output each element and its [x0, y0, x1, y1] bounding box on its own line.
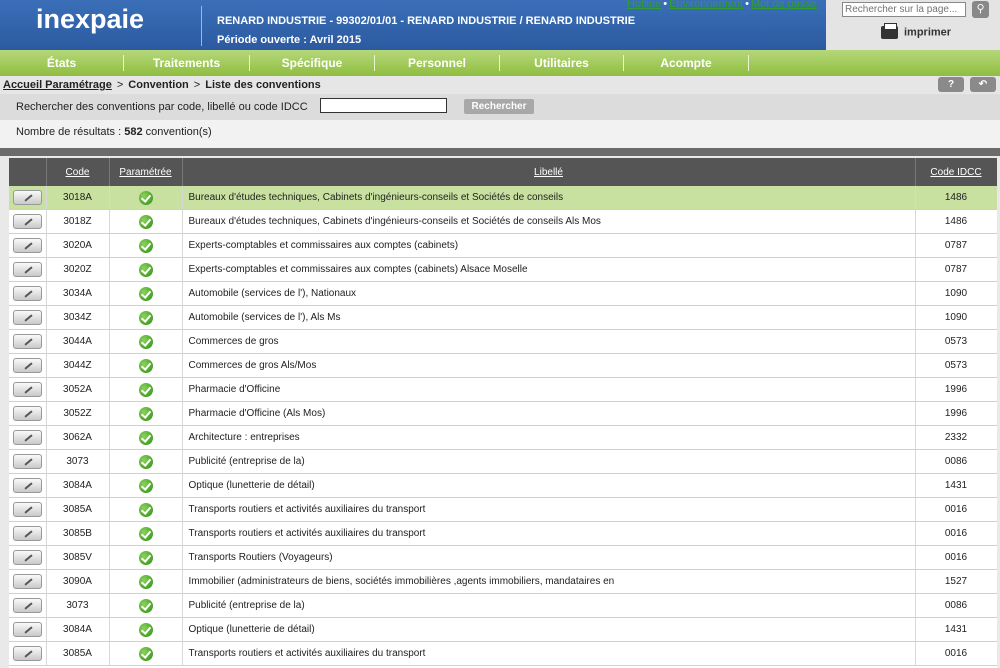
- edit-cell: [9, 186, 46, 210]
- check-icon: [139, 623, 153, 637]
- libelle-cell: Publicité (entreprise de la): [182, 594, 915, 618]
- breadcrumb-bar: [0, 76, 1000, 94]
- param-cell: [109, 570, 182, 594]
- code-cell: 3085V: [46, 546, 109, 570]
- menu-acompte[interactable]: Acompte: [660, 56, 712, 70]
- check-icon: [139, 575, 153, 589]
- results-label: Nombre de résultats :: [16, 126, 122, 138]
- idcc-cell: 1431: [915, 618, 997, 642]
- libelle-cell: Pharmacie d'Officine: [182, 378, 915, 402]
- idcc-cell: 0016: [915, 498, 997, 522]
- table-row[interactable]: [9, 450, 997, 474]
- convention-table-container: [9, 158, 997, 668]
- check-icon: [139, 647, 153, 661]
- check-icon: [139, 191, 153, 205]
- edit-cell: [9, 330, 46, 354]
- idcc-cell: 0016: [915, 642, 997, 666]
- table-row[interactable]: [9, 378, 997, 402]
- company-title: RENARD INDUSTRIE - 99302/01/01 - RENARD INDUSTRIE / RENARD INDUSTRIE: [217, 15, 636, 27]
- libelle-cell: Bureaux d'études techniques, Cabinets d'ingénieurs-conseils et Sociétés de conseils: [182, 186, 915, 210]
- code-cell: 3062A: [46, 426, 109, 450]
- edit-pencil-icon[interactable]: [13, 238, 42, 253]
- code-cell: 3084A: [46, 474, 109, 498]
- idcc-cell: 1486: [915, 210, 997, 234]
- results-number: 582: [124, 126, 143, 138]
- table-row[interactable]: [9, 234, 997, 258]
- check-icon: [139, 551, 153, 565]
- menu-separator: [748, 55, 749, 71]
- edit-pencil-icon[interactable]: [13, 502, 42, 517]
- table-row[interactable]: [9, 570, 997, 594]
- check-icon: [139, 359, 153, 373]
- param-cell: [109, 258, 182, 282]
- idcc-cell: 1431: [915, 474, 997, 498]
- check-icon: [139, 215, 153, 229]
- col-code-header[interactable]: Code: [46, 158, 109, 186]
- edit-cell: [9, 546, 46, 570]
- param-cell: [109, 306, 182, 330]
- table-header-row: [9, 158, 997, 186]
- idcc-cell: 1527: [915, 570, 997, 594]
- table-row[interactable]: [9, 354, 997, 378]
- param-cell: [109, 234, 182, 258]
- table-row[interactable]: [9, 330, 997, 354]
- table-body: [9, 186, 997, 666]
- menu-personnel[interactable]: Personnel: [407, 56, 467, 70]
- edit-pencil-icon[interactable]: [13, 358, 42, 373]
- code-cell: 3018Z: [46, 210, 109, 234]
- main-menu: [0, 50, 1000, 76]
- hotline-link[interactable]: Hotline: [627, 0, 662, 10]
- help-button[interactable]: ?: [938, 77, 964, 92]
- edit-pencil-icon[interactable]: [13, 598, 42, 613]
- col-param-header[interactable]: Paramétrée: [109, 158, 182, 186]
- search-icon[interactable]: ⚲: [972, 1, 989, 18]
- libelle-cell: Automobile (services de l'), Als Ms: [182, 306, 915, 330]
- results-unit: convention(s): [145, 126, 212, 138]
- edit-pencil-icon[interactable]: [13, 214, 42, 229]
- code-cell: 3020Z: [46, 258, 109, 282]
- edit-cell: [9, 306, 46, 330]
- code-cell: 3085A: [46, 498, 109, 522]
- param-cell: [109, 474, 182, 498]
- param-cell: [109, 282, 182, 306]
- breadcrumb-separator: >: [193, 79, 201, 91]
- results-bar: [0, 120, 1000, 148]
- idcc-cell: 0086: [915, 594, 997, 618]
- idcc-cell: 1996: [915, 402, 997, 426]
- libelle-cell: Transports routiers et activités auxiliaires du transport: [182, 642, 915, 666]
- libelle-cell: Immobilier (administrateurs de biens, sociétés immobilières ,agents immobiliers, mandataires en: [182, 570, 915, 594]
- param-cell: [109, 522, 182, 546]
- edit-cell: [9, 594, 46, 618]
- code-cell: 3073: [46, 594, 109, 618]
- edit-pencil-icon[interactable]: [13, 478, 42, 493]
- breadcrumb-current: Liste des conventions: [205, 79, 321, 91]
- password-link[interactable]: Mot de passe: [750, 0, 818, 10]
- code-cell: 3085B: [46, 522, 109, 546]
- libelle-cell: Experts-comptables et commissaires aux comptes (cabinets) Alsace Moselle: [182, 258, 915, 282]
- menu-traitements[interactable]: Traitements: [152, 56, 221, 70]
- printer-icon: [881, 26, 898, 39]
- code-cell: 3044Z: [46, 354, 109, 378]
- idcc-cell: 0016: [915, 546, 997, 570]
- col-libelle-header[interactable]: Libellé: [182, 158, 915, 186]
- libelle-cell: Commerces de gros: [182, 330, 915, 354]
- edit-cell: [9, 234, 46, 258]
- edit-cell: [9, 618, 46, 642]
- code-cell: 3044A: [46, 330, 109, 354]
- edit-pencil-icon[interactable]: [13, 286, 42, 301]
- param-cell: [109, 186, 182, 210]
- check-icon: [139, 239, 153, 253]
- check-icon: [139, 383, 153, 397]
- table-row[interactable]: [9, 618, 997, 642]
- check-icon: [139, 503, 153, 517]
- table-row[interactable]: [9, 522, 997, 546]
- param-cell: [109, 354, 182, 378]
- idcc-cell: 0787: [915, 258, 997, 282]
- edit-cell: [9, 570, 46, 594]
- idcc-cell: 0573: [915, 354, 997, 378]
- environment-link[interactable]: Environnement: [669, 0, 744, 10]
- top-links: [627, 0, 817, 10]
- menu-specifique[interactable]: Spécifique: [281, 56, 343, 70]
- code-cell: 3018A: [46, 186, 109, 210]
- idcc-cell: 0016: [915, 522, 997, 546]
- libelle-cell: Automobile (services de l'), Nationaux: [182, 282, 915, 306]
- edit-cell: [9, 210, 46, 234]
- code-cell: 3073: [46, 450, 109, 474]
- menu-etats[interactable]: États: [46, 56, 77, 70]
- check-icon: [139, 311, 153, 325]
- edit-cell: [9, 354, 46, 378]
- edit-pencil-icon[interactable]: [13, 454, 42, 469]
- code-cell: 3085A: [46, 642, 109, 666]
- libelle-cell: Bureaux d'études techniques, Cabinets d'ingénieurs-conseils et Sociétés de conseils Als Mos: [182, 210, 915, 234]
- param-cell: [109, 210, 182, 234]
- convention-search-input[interactable]: [320, 98, 447, 113]
- libelle-cell: Transports routiers et activités auxiliaires du transport: [182, 498, 915, 522]
- edit-pencil-icon[interactable]: [13, 310, 42, 325]
- edit-pencil-icon[interactable]: [13, 190, 42, 205]
- edit-pencil-icon[interactable]: [13, 574, 42, 589]
- search-button[interactable]: Rechercher: [464, 99, 534, 114]
- open-period: Période ouverte : Avril 2015: [217, 34, 362, 46]
- results-count: [16, 126, 212, 138]
- edit-pencil-icon[interactable]: [13, 262, 42, 277]
- param-cell: [109, 450, 182, 474]
- table-row[interactable]: [9, 498, 997, 522]
- libelle-cell: Transports routiers et activités auxiliaires du transport: [182, 522, 915, 546]
- idcc-cell: 1486: [915, 186, 997, 210]
- search-label: Rechercher des conventions par code, libellé ou code IDCC: [16, 101, 308, 113]
- edit-cell: [9, 426, 46, 450]
- back-button[interactable]: ↶: [970, 77, 996, 92]
- param-cell: [109, 594, 182, 618]
- table-row[interactable]: [9, 642, 997, 666]
- print-button[interactable]: [881, 26, 951, 39]
- table-row[interactable]: [9, 258, 997, 282]
- edit-cell: [9, 258, 46, 282]
- edit-pencil-icon[interactable]: [13, 430, 42, 445]
- check-icon: [139, 287, 153, 301]
- idcc-cell: 1996: [915, 378, 997, 402]
- libelle-cell: Optique (lunetterie de détail): [182, 474, 915, 498]
- check-icon: [139, 407, 153, 421]
- edit-cell: [9, 450, 46, 474]
- table-row[interactable]: [9, 282, 997, 306]
- param-cell: [109, 378, 182, 402]
- idcc-cell: 1090: [915, 306, 997, 330]
- libelle-cell: Publicité (entreprise de la): [182, 450, 915, 474]
- link-separator: •: [663, 0, 668, 10]
- code-cell: 3034Z: [46, 306, 109, 330]
- table-row[interactable]: [9, 426, 997, 450]
- libelle-cell: Experts-comptables et commissaires aux comptes (cabinets): [182, 234, 915, 258]
- edit-cell: [9, 522, 46, 546]
- edit-pencil-icon[interactable]: [13, 526, 42, 541]
- check-icon: [139, 431, 153, 445]
- param-cell: [109, 498, 182, 522]
- convention-table: [9, 158, 997, 666]
- check-icon: [139, 455, 153, 469]
- idcc-cell: 0086: [915, 450, 997, 474]
- col-idcc-header[interactable]: Code IDCC: [915, 158, 997, 186]
- param-cell: [109, 402, 182, 426]
- table-row[interactable]: [9, 306, 997, 330]
- code-cell: 3084A: [46, 618, 109, 642]
- code-cell: 3052A: [46, 378, 109, 402]
- breadcrumb-convention: Convention: [128, 79, 189, 91]
- libelle-cell: Optique (lunetterie de détail): [182, 618, 915, 642]
- table-row[interactable]: [9, 594, 997, 618]
- libelle-cell: Architecture : entreprises: [182, 426, 915, 450]
- code-cell: 3090A: [46, 570, 109, 594]
- idcc-cell: 2332: [915, 426, 997, 450]
- app-logo[interactable]: inexpaie: [36, 4, 145, 34]
- edit-cell: [9, 642, 46, 666]
- breadcrumb: [3, 79, 321, 91]
- edit-cell: [9, 498, 46, 522]
- edit-pencil-icon[interactable]: [13, 550, 42, 565]
- param-cell: [109, 330, 182, 354]
- table-row[interactable]: [9, 546, 997, 570]
- table-top-bar: [0, 148, 1000, 156]
- param-cell: [109, 426, 182, 450]
- param-cell: [109, 642, 182, 666]
- table-row[interactable]: [9, 402, 997, 426]
- check-icon: [139, 263, 153, 277]
- edit-pencil-icon[interactable]: [13, 406, 42, 421]
- link-separator: •: [745, 0, 749, 10]
- edit-pencil-icon[interactable]: [13, 622, 42, 637]
- edit-pencil-icon[interactable]: [13, 334, 42, 349]
- idcc-cell: 0787: [915, 234, 997, 258]
- edit-pencil-icon[interactable]: [13, 382, 42, 397]
- code-cell: 3052Z: [46, 402, 109, 426]
- libelle-cell: Commerces de gros Als/Mos: [182, 354, 915, 378]
- table-row[interactable]: [9, 474, 997, 498]
- check-icon: [139, 479, 153, 493]
- libelle-cell: Pharmacie d'Officine (Als Mos): [182, 402, 915, 426]
- breadcrumb-separator: >: [116, 79, 124, 91]
- edit-cell: [9, 402, 46, 426]
- header-divider: [201, 6, 202, 46]
- col-edit-header: [9, 158, 46, 186]
- page-search-input[interactable]: [842, 2, 966, 17]
- param-cell: [109, 618, 182, 642]
- edit-cell: [9, 474, 46, 498]
- libelle-cell: Transports Routiers (Voyageurs): [182, 546, 915, 570]
- param-cell: [109, 546, 182, 570]
- idcc-cell: 0573: [915, 330, 997, 354]
- check-icon: [139, 527, 153, 541]
- code-cell: 3020A: [46, 234, 109, 258]
- edit-cell: [9, 282, 46, 306]
- check-icon: [139, 599, 153, 613]
- table-row[interactable]: [9, 186, 997, 210]
- print-label: imprimer: [904, 26, 952, 39]
- table-row[interactable]: [9, 210, 997, 234]
- breadcrumb-home-link[interactable]: Accueil Paramétrage: [3, 79, 112, 91]
- menu-utilitaires[interactable]: Utilitaires: [534, 56, 589, 70]
- edit-cell: [9, 378, 46, 402]
- convention-search-bar: [0, 94, 1000, 120]
- idcc-cell: 1090: [915, 282, 997, 306]
- code-cell: 3034A: [46, 282, 109, 306]
- check-icon: [139, 335, 153, 349]
